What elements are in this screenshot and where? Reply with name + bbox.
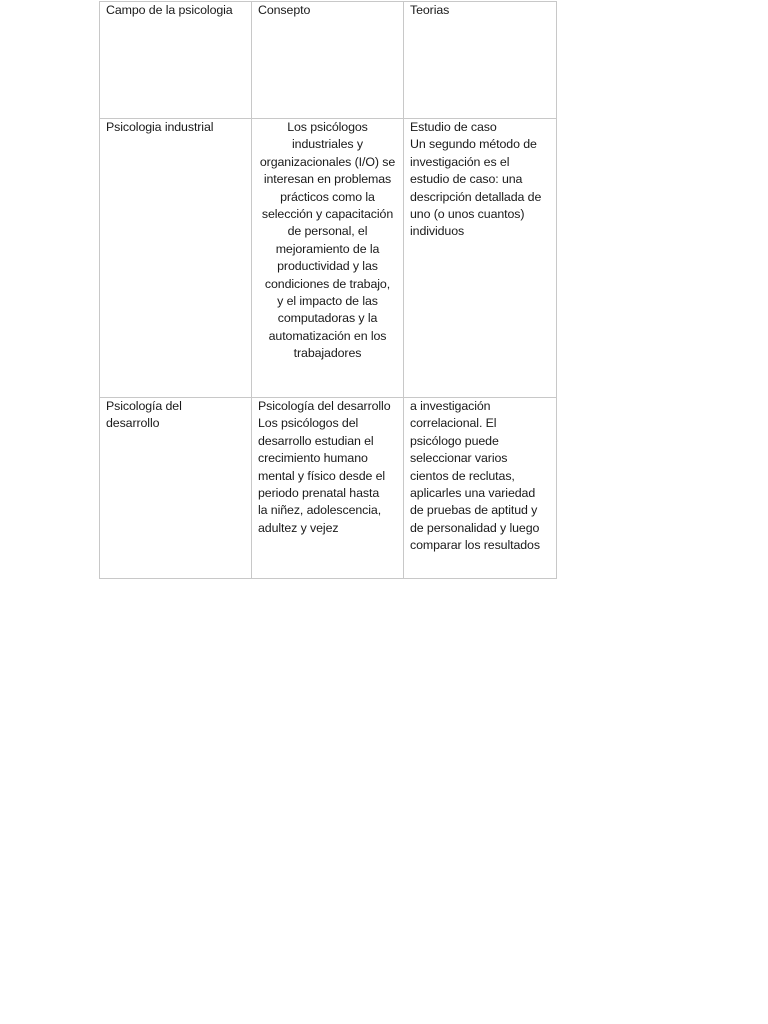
cell-concepto-industrial bbox=[252, 119, 404, 398]
cell-concepto-desarrollo bbox=[252, 398, 404, 579]
campo-industrial-text: Psicologia industrial bbox=[106, 120, 214, 134]
concepto-industrial-text: Los psicólogos industriales y organizacionales (I/O) se interesan en problemas prácticos como la selección y capacitación de personal, el mejoramiento de la productividad y las condiciones de trabajo, y el impacto de las computadoras y la automatización en los trabajadores bbox=[259, 120, 396, 361]
psychology-table bbox=[99, 1, 557, 579]
table-row bbox=[100, 398, 557, 579]
campo-desarrollo-text: Psicología del desarrollo bbox=[106, 399, 182, 431]
cell-teorias-industrial bbox=[404, 119, 557, 398]
header-concepto-text: Consepto bbox=[258, 3, 311, 17]
teorias-industrial-text: Estudio de caso Un segundo método de investigación es el estudio de caso: una descripción detallada de uno (o unos cuantos) individuos bbox=[410, 120, 542, 239]
header-campo bbox=[100, 2, 252, 119]
header-teorias-text: Teorias bbox=[410, 3, 450, 17]
header-concepto bbox=[252, 2, 404, 119]
teorias-desarrollo-text: a investigación correlacional. El psicólogo puede seleccionar varios cientos de reclutas, aplicarles una variedad de pruebas de aptitud y de personalidad y luego comparar los resultados bbox=[410, 399, 540, 553]
header-teorias bbox=[404, 2, 557, 119]
header-campo-text: Campo de la psicologia bbox=[106, 3, 233, 17]
concepto-desarrollo-text: Psicología del desarrollo Los psicólogos del desarrollo estudian el crecimiento humano mental y físico desde el periodo prenatal hasta la niñez, adolescencia, adultez y vejez bbox=[258, 399, 391, 535]
table-row bbox=[100, 119, 557, 398]
cell-campo-industrial bbox=[100, 119, 252, 398]
cell-campo-desarrollo bbox=[100, 398, 252, 579]
table-header-row bbox=[100, 2, 557, 119]
cell-teorias-desarrollo bbox=[404, 398, 557, 579]
